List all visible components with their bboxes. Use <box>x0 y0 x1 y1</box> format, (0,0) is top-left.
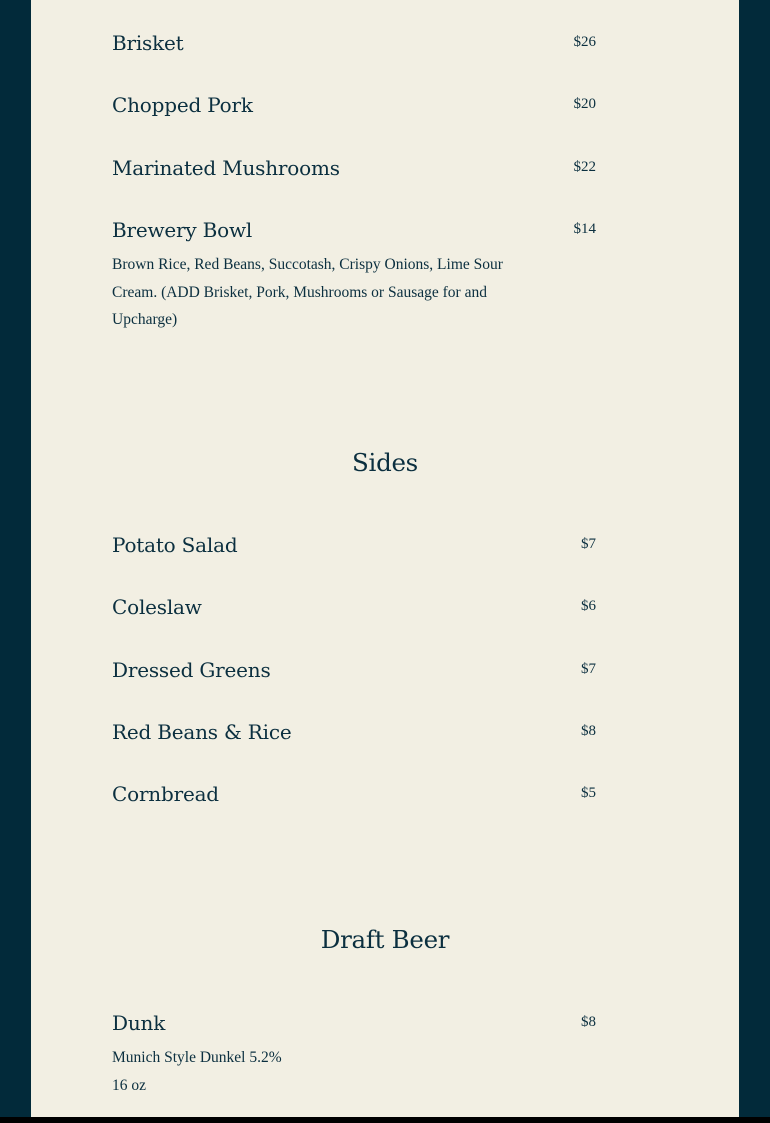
menu-item-price: $14 <box>573 221 596 237</box>
menu-item-price: $20 <box>573 96 596 112</box>
menu-item-price: $8 <box>581 723 596 739</box>
menu-item-price: $6 <box>581 598 596 614</box>
menu-item-name: Potato Salad <box>112 533 238 557</box>
description-line: 16 oz <box>112 1076 147 1094</box>
menu-item-name: Cornbread <box>112 782 219 806</box>
section-title-draft-beer: Draft Beer <box>320 925 450 954</box>
menu-item-description <box>112 251 532 334</box>
menu-item-description <box>112 1044 532 1099</box>
menu-item-price: $8 <box>581 1014 596 1030</box>
section-title-sides: Sides <box>352 448 418 477</box>
menu-item-price: $7 <box>581 661 596 677</box>
description-line: Brown Rice, Red Beans, Succotash, Crispy Onions, Lime Sour <box>112 256 503 273</box>
description-line: Cream. (ADD Brisket, Pork, Mushrooms or Sausage for and <box>112 283 487 301</box>
menu-item-name: Brewery Bowl <box>112 218 253 242</box>
menu-item-price: $26 <box>573 34 596 50</box>
menu-item-price: $5 <box>581 785 596 801</box>
menu-item-name: Red Beans & Rice <box>112 720 292 744</box>
menu-item-name: Marinated Mushrooms <box>112 156 340 180</box>
menu-item-name: Chopped Pork <box>112 93 253 117</box>
menu-item-name: Coleslaw <box>112 595 202 619</box>
description-line: Munich Style Dunkel 5.2% <box>112 1049 282 1066</box>
menu-item-name: Dunk <box>112 1011 166 1035</box>
menu-item-price: $7 <box>581 536 596 552</box>
menu-item-name: Dressed Greens <box>112 658 271 682</box>
menu-item-price: $22 <box>573 159 596 175</box>
description-line: Upcharge) <box>112 311 178 328</box>
menu-item-name: Brisket <box>112 31 184 55</box>
